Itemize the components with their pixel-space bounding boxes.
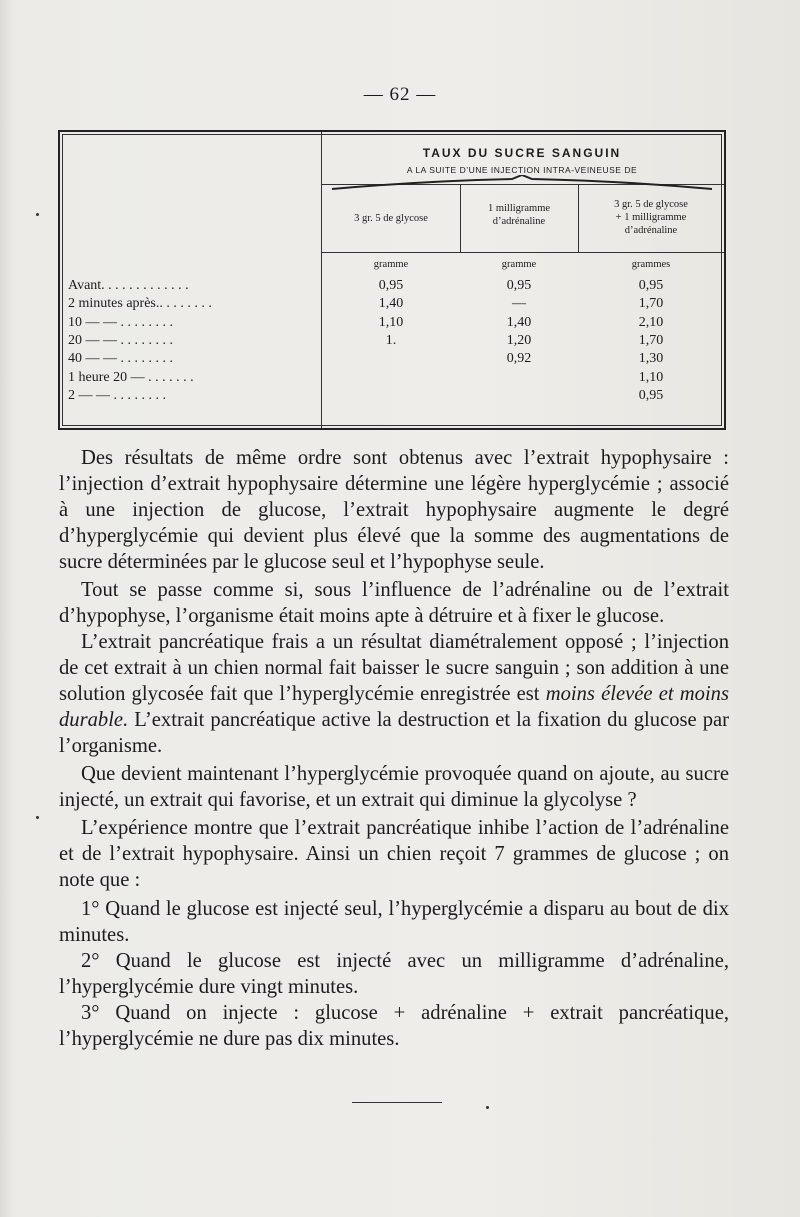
table-cell: 1,70 <box>638 296 664 312</box>
table-cell: 1. <box>385 332 397 348</box>
table-cell: 0,95 <box>638 387 664 403</box>
table-cell: 1,70 <box>638 332 664 348</box>
column-heading-line: 1 milligramme <box>487 203 551 214</box>
table-cell <box>460 386 578 406</box>
unit-label: gramme <box>501 259 537 270</box>
text-run: L’extrait pancréatique active la destruction et la fixation du glucose par l’organisme. <box>59 709 729 758</box>
row-label: 40 — — . . . . . . . . <box>68 351 173 367</box>
column-heading-line: 3 gr. 5 de glycose <box>614 199 688 210</box>
column-heading-line: d’adrénaline <box>624 225 678 236</box>
page-number: — 62 — <box>363 84 437 105</box>
table-cell: 1,10 <box>638 369 664 385</box>
table-cell <box>460 368 578 388</box>
row-label: 1 heure 20 — . . . . . . . <box>68 369 194 385</box>
row-label: 10 — — . . . . . . . . <box>68 314 173 330</box>
row-label: 2 minutes après.. . . . . . . . <box>68 296 212 312</box>
column-heading-line: + 1 milligramme <box>615 212 687 223</box>
margin-mark <box>486 1106 489 1109</box>
column-heading-glycose <box>322 212 460 225</box>
row-label: 2 — — . . . . . . . . <box>68 387 166 403</box>
table-cell: — <box>512 296 526 312</box>
column-heading-glycose-adrenaline <box>578 198 724 237</box>
row-label: 20 — — . . . . . . . . <box>68 332 173 348</box>
table-cell: 1,20 <box>506 332 532 348</box>
paragraph <box>59 629 729 759</box>
brace-icon <box>322 175 722 195</box>
italic-text-run: moins élevée et moins durable. <box>59 683 729 732</box>
paragraph: Tout se passe comme si, sous l’influence de l’adrénaline ou de l’extrait d’hypophyse, l’organisme était moins apte à détruire et à fixer le glucose. <box>59 579 729 628</box>
unit-label: grammes <box>631 259 671 270</box>
paragraph: Des résultats de même ordre sont obtenus avec l’extrait hypophysaire : l’injection d’extrait hypophysaire détermine une légère hyperglycémie ; associé à une injection de glucose, l’extrait hypophysaire augmente le degré d’hyperglycémie qui devient plus élevé que la somme des augmentations de sucre déterminées par le glucose seul et l’hypophyse seule. <box>59 447 729 574</box>
table-cell: 0,95 <box>378 278 404 293</box>
table-cell: 1,30 <box>638 351 664 367</box>
table-subtitle: A LA SUITE D’UNE INJECTION INTRA-VEINEUSE DE <box>406 165 638 175</box>
row-label: Avant. . . . . . . . . . . . . <box>68 278 189 293</box>
table-cell: 1,40 <box>506 314 532 330</box>
text-run: L’extrait pancréatique frais a un résultat diamétralement opposé ; l’injection de cet extrait à un chien normal fait baisser le sucre sanguin ; son addition à une solution glycosée fait que l’hyperglycémie enregistrée est <box>59 631 729 706</box>
paragraph: Que devient maintenant l’hyperglycémie provoquée quand on ajoute, au sucre injecté, un extrait qui favorise, et un extrait qui diminue la glycolyse ? <box>59 763 729 812</box>
sugar-level-table <box>58 130 726 430</box>
unit-label: gramme <box>373 259 409 270</box>
paragraph: 1° Quand le glucose est injecté seul, l’hyperglycémie a disparu au bout de dix minutes. <box>59 898 729 947</box>
margin-mark <box>36 213 39 216</box>
table-cell: 1,10 <box>378 314 404 330</box>
column-heading-line: d’adrénaline <box>492 216 546 227</box>
closing-rule <box>352 1102 442 1103</box>
column-heading-line: 3 gr. 5 de glycose <box>354 213 428 224</box>
paragraph: 2° Quand le glucose est injecté avec un milligramme d’adrénaline, l’hyperglycémie dure vingt minutes. <box>59 950 729 999</box>
table-cell: 0,95 <box>638 278 664 293</box>
margin-mark <box>36 816 39 819</box>
table-cell: 0,92 <box>506 351 532 367</box>
paragraph: 3° Quand on injecte : glucose + adrénaline + extrait pancréatique, l’hyperglycémie ne dure pas dix minutes. <box>59 1002 729 1051</box>
table-cell <box>322 386 460 406</box>
table-divider <box>322 252 724 253</box>
table-cell: 2,10 <box>638 314 664 330</box>
paragraph: L’expérience montre que l’extrait pancréatique inhibe l’action de l’adrénaline et de l’extrait hypophysaire. Ainsi un chien reçoit 7 grammes de glucose ; on note que : <box>59 817 729 892</box>
table-title: TAUX DU SUCRE SANGUIN <box>422 146 622 160</box>
table-cell: 1,40 <box>378 296 404 312</box>
table-cell: 0,95 <box>506 278 532 293</box>
column-heading-adrenaline <box>460 202 578 228</box>
table-cell <box>322 349 460 369</box>
table-cell <box>322 368 460 388</box>
